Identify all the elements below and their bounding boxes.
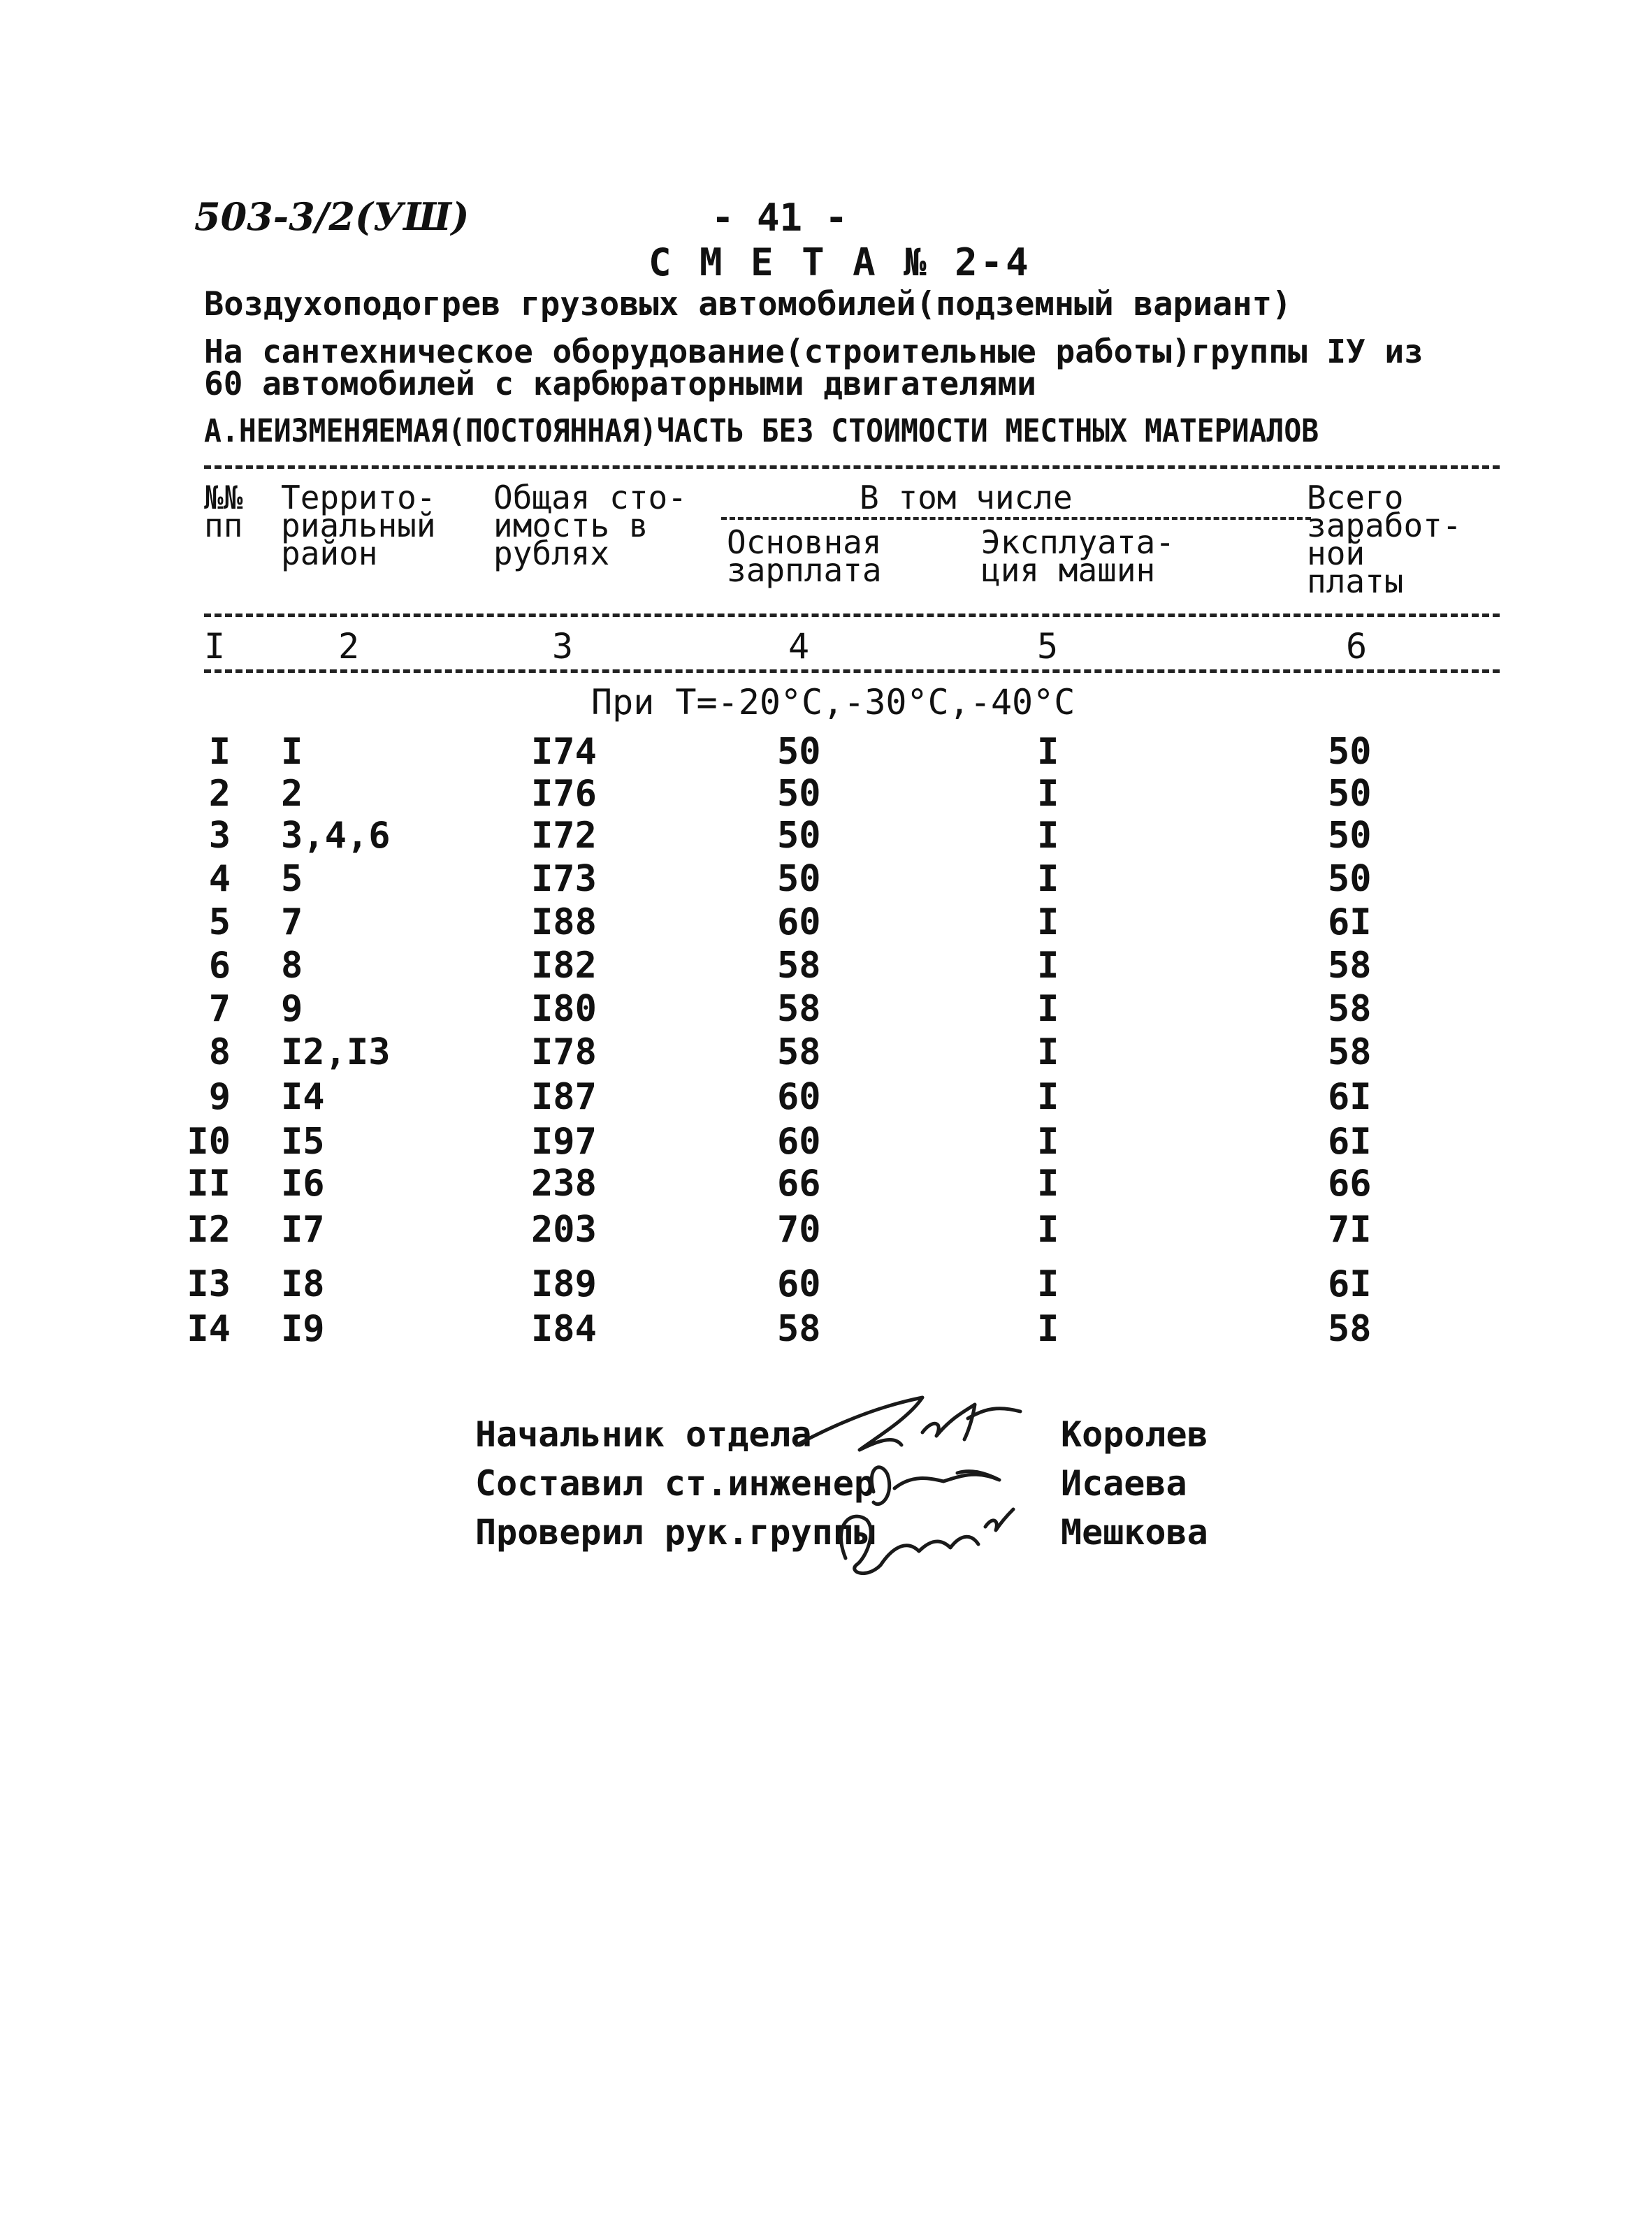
table-cell: I (1037, 1121, 1059, 1163)
header-col-1: №№ пп (204, 479, 243, 544)
table-cell: I3 (187, 1263, 231, 1305)
table-cell: 9 (208, 1076, 231, 1118)
table-cell: I (208, 731, 231, 773)
table-cell: 3 (208, 815, 231, 857)
table-cell: 58 (777, 945, 821, 987)
signature-role-1: Начальник отдела (475, 1414, 812, 1455)
table-cell: I73 (531, 858, 597, 900)
table-cell: 3,4,6 (281, 815, 391, 857)
table-cell: I87 (531, 1076, 597, 1118)
table-cell: 238 (531, 1163, 597, 1205)
table-cell: I7 (281, 1209, 325, 1251)
signature-role-3: Проверил рук.группы (475, 1512, 875, 1553)
signature-name-3: Мешкова (1061, 1512, 1208, 1553)
document-subtitle: Воздухоподогрев грузовых автомобилей(подземный вариант) (204, 285, 1292, 324)
table-cell: I (281, 731, 303, 773)
table-cell: 60 (777, 1263, 821, 1305)
table-cell: I (1037, 1308, 1059, 1350)
table-cell: I (1037, 731, 1059, 773)
table-cell: I4 (187, 1308, 231, 1350)
header-col-6: Всего заработ- ной платы (1307, 479, 1462, 600)
table-cell: 66 (1328, 1163, 1372, 1205)
table-cell: I74 (531, 731, 597, 773)
table-cell: I89 (531, 1263, 597, 1305)
table-cell: 6 (208, 945, 231, 987)
table-cell: I (1037, 815, 1059, 857)
table-cell: 4 (208, 858, 231, 900)
table-cell: I76 (531, 773, 597, 815)
table-cell: I (1037, 1031, 1059, 1073)
table-cell: I (1037, 901, 1059, 943)
table-cell: 58 (1328, 1031, 1372, 1073)
header-col-4: Основная зарплата (727, 523, 882, 589)
table-cell: 9 (281, 988, 303, 1030)
table-cell: I8 (281, 1263, 325, 1305)
table-cell: 8 (281, 945, 303, 987)
table-cell: 7 (208, 988, 231, 1030)
table-cell: 8 (208, 1031, 231, 1073)
table-cell: I80 (531, 988, 597, 1030)
column-number: 3 (552, 626, 574, 667)
table-cell: 58 (1328, 1308, 1372, 1350)
column-number: 5 (1037, 626, 1059, 667)
temperature-subheader: При Т=-20°С,-30°С,-40°С (591, 682, 1075, 723)
table-cell: I (1037, 1263, 1059, 1305)
description-line-1: На сантехническое оборудование(строительные работы)группы IУ из (204, 333, 1423, 370)
header-bottom-rule (204, 613, 1500, 617)
handwritten-signatures (790, 1391, 1069, 1600)
column-number: 2 (338, 626, 360, 667)
section-title: А.НЕИЗМЕНЯЕМАЯ(ПОСТОЯННАЯ)ЧАСТЬ БЕЗ СТОИМОСТИ МЕСТНЫХ МАТЕРИАЛОВ (204, 412, 1319, 449)
table-cell: 7 (281, 901, 303, 943)
header-group-rule (721, 517, 1311, 520)
table-cell: 50 (777, 773, 821, 815)
table-cell: I78 (531, 1031, 597, 1073)
page-number: - 41 - (711, 196, 848, 240)
column-numbers-rule (204, 669, 1500, 673)
table-cell: 2 (281, 773, 303, 815)
table-cell: 58 (1328, 988, 1372, 1030)
description-line-2: 60 автомобилей с карбюраторными двигателями (204, 365, 1036, 402)
table-cell: 5 (281, 858, 303, 900)
table-cell: I72 (531, 815, 597, 857)
table-top-rule (204, 465, 1500, 469)
table-cell: I97 (531, 1121, 597, 1163)
table-cell: I (1037, 988, 1059, 1030)
column-number: 6 (1346, 626, 1368, 667)
table-cell: I9 (281, 1308, 325, 1350)
header-col-5: Эксплуата- ция машин (981, 523, 1175, 589)
signature-name-2: Исаева (1061, 1463, 1187, 1504)
table-cell: 70 (777, 1209, 821, 1251)
table-cell: I6 (281, 1163, 325, 1205)
table-cell: 7I (1328, 1209, 1372, 1251)
table-cell: 58 (777, 988, 821, 1030)
table-cell: 50 (1328, 731, 1372, 773)
table-cell: 58 (777, 1308, 821, 1350)
table-cell: I (1037, 1209, 1059, 1251)
header-col-2: Террито- риальный район (281, 479, 436, 572)
table-cell: 58 (1328, 945, 1372, 987)
table-cell: 2 (208, 773, 231, 815)
table-cell: I2 (187, 1209, 231, 1251)
table-cell: 6I (1328, 1121, 1372, 1163)
table-cell: 50 (777, 815, 821, 857)
table-cell: I (1037, 1163, 1059, 1205)
header-group: В том числе (860, 479, 1073, 516)
table-cell: I88 (531, 901, 597, 943)
document-code: 503-3/2(УШ) (194, 194, 470, 239)
table-cell: 50 (1328, 773, 1372, 815)
table-cell: 5 (208, 901, 231, 943)
table-cell: 50 (1328, 815, 1372, 857)
signature-name-1: Королев (1061, 1414, 1208, 1455)
table-cell: I (1037, 945, 1059, 987)
column-number: 4 (788, 626, 810, 667)
table-cell: I (1037, 858, 1059, 900)
table-cell: 58 (777, 1031, 821, 1073)
table-cell: I (1037, 1076, 1059, 1118)
table-cell: I4 (281, 1076, 325, 1118)
table-cell: 6I (1328, 901, 1372, 943)
table-cell: I (1037, 773, 1059, 815)
document-title: С М Е Т А № 2-4 (649, 240, 1031, 284)
column-number: I (204, 626, 226, 667)
table-cell: 6I (1328, 1076, 1372, 1118)
table-cell: 60 (777, 1076, 821, 1118)
table-cell: 50 (777, 858, 821, 900)
table-cell: I0 (187, 1121, 231, 1163)
table-cell: 60 (777, 1121, 821, 1163)
table-cell: 6I (1328, 1263, 1372, 1305)
table-cell: II (187, 1163, 231, 1205)
signature-role-2: Составил ст.инженер (475, 1463, 875, 1504)
header-col-3: Общая сто- имость в рублях (493, 479, 687, 572)
table-cell: 50 (777, 731, 821, 773)
table-cell: I84 (531, 1308, 597, 1350)
table-cell: I2,I3 (281, 1031, 391, 1073)
table-cell: 60 (777, 901, 821, 943)
table-cell: 66 (777, 1163, 821, 1205)
table-cell: 50 (1328, 858, 1372, 900)
table-cell: I5 (281, 1121, 325, 1163)
table-cell: 203 (531, 1209, 597, 1251)
table-cell: I82 (531, 945, 597, 987)
